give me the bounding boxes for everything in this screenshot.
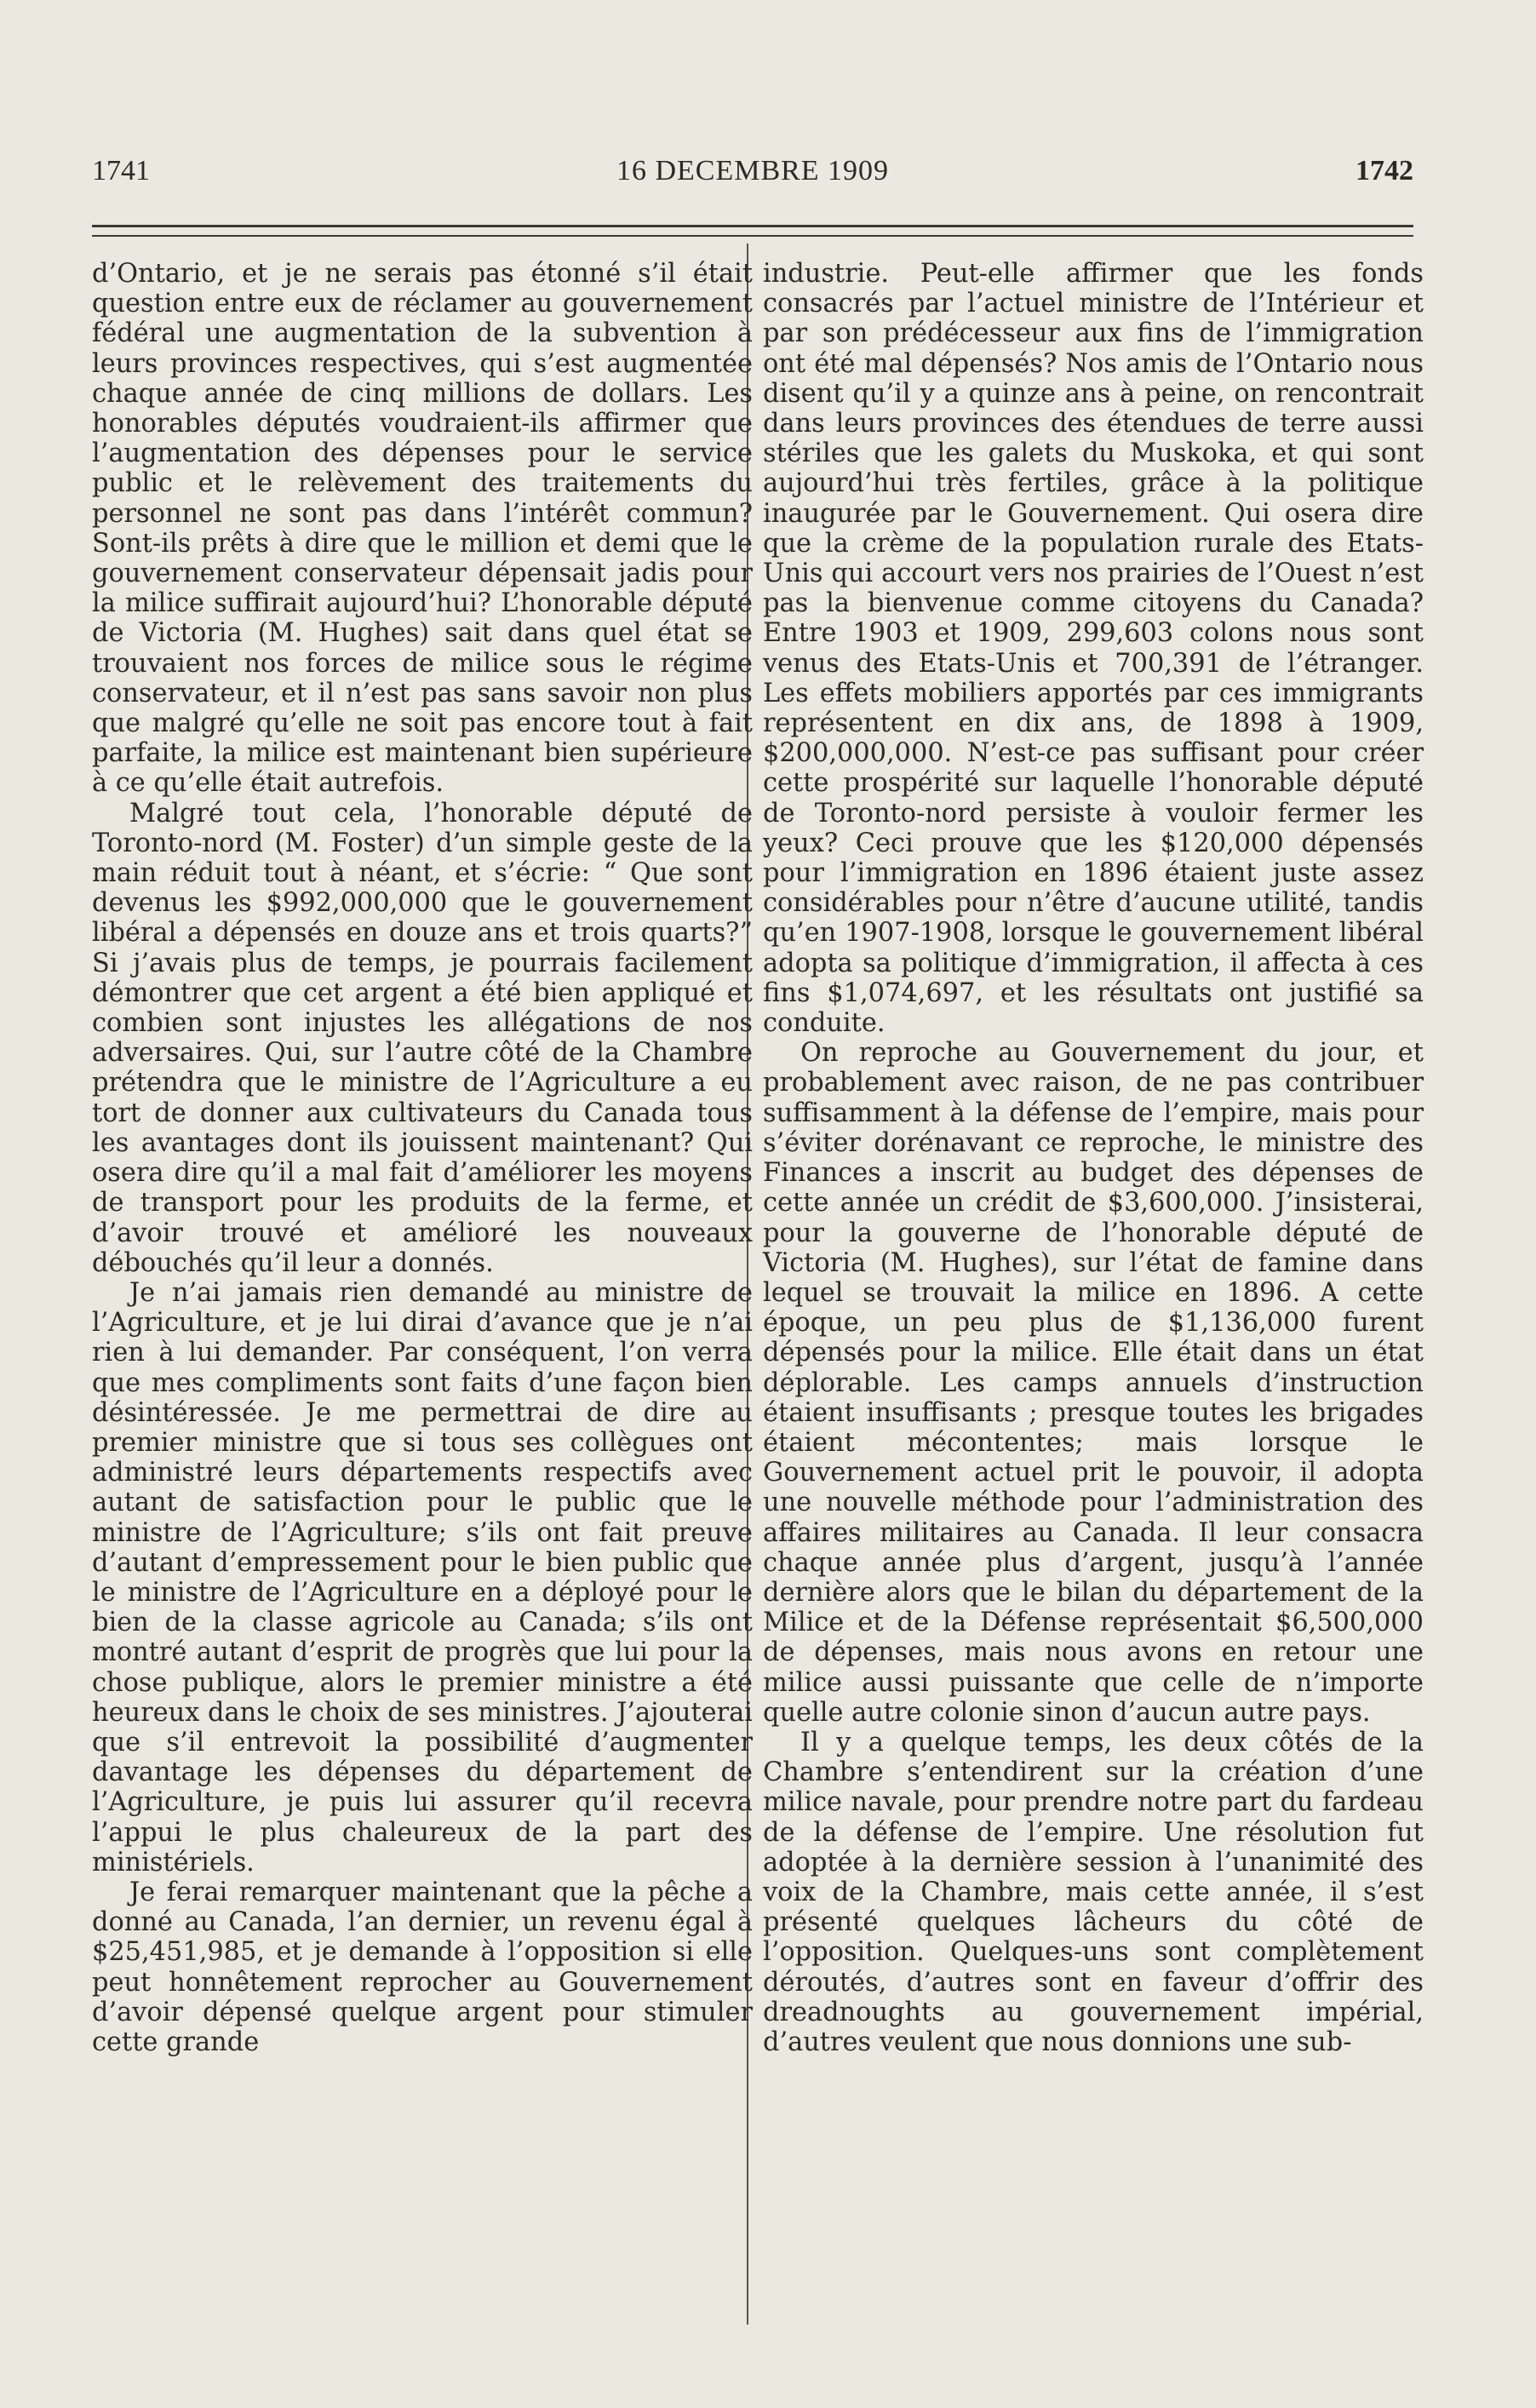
left-paragraph-2: Malgré tout cela, l’honorable député de Toronto-nord (M. Foster) d’un simple geste de la main réduit tout à néant, et s’écrie: “ Que sont devenus les $992,000,000 que le gouvernement libéral a dépensés en douze ans et trois quarts?” Si j’avais plus de temps, je pourrais facilement démontrer que cet argent a été bien appliqué et combien sont injustes les allégations de nos adversaires. Qui, sur l’autre côté de la Chambre prétendra que le ministre de l’Agriculture a eu tort de donner aux cultivateurs du Canada tous les avantages dont ils jouissent maintenant? Qui osera dire qu’il a mal fait d’améliorer les moyens de transport pour les produits de la ferme, et d’avoir trouvé et amélioré les nouveaux débouchés qu’il leur a donnés.	[92, 798, 753, 1278]
page-date: 16 DECEMBRE 1909	[616, 155, 890, 186]
right-paragraph-1: industrie. Peut-elle affirmer que les fonds consacrés par l’actuel ministre de l’Intérieur et par son prédécesseur aux fins de l’immigration ont été mal dépensés? Nos amis de l’Ontario nous disent qu’il y a quinze ans à peine, on rencontrait dans leurs provinces des étendues de terre aussi stériles que les galets du Muskoka, et qui sont aujourd’hui très fertiles, grâce à la politique inaugurée par le Gouvernement. Qui osera dire que la crème de la population rurale des Etats-Unis qui accourt vers nos prairies de l’Ouest n’est pas la bienvenue comme citoyens du Canada? Entre 1903 et 1909, 299,603 colons nous sont venus des Etats-Unis et 700,391 de l’étranger. Les effets mobiliers apportés par ces immigrants représentent en dix ans, de 1898 à 1909, $200,000,000. N’est-ce pas suffisant pour créer cette prospérité sur laquelle l’honorable député de Toronto-nord persiste à vouloir fermer les yeux? Ceci prouve que les $120,000 dépensés pour l’immigration en 1896 étaient juste assez considérables pour n’être d’aucune utilité, tandis qu’en 1907-1908, lorsque le gouvernement libéral adopta sa politique d’immigration, il affecta à ces fins $1,074,697, et les résultats ont justifié sa conduite.	[763, 259, 1424, 1039]
page-number-right: 1742	[1355, 155, 1413, 186]
right-paragraph-3: Il y a quelque temps, les deux côtés de la Chambre s’entendirent sur la création d’une milice navale, pour prendre notre part du fardeau de la défense de l’empire. Une résolution fut adoptée à la dernière session à l’unanimité des voix de la Chambre, mais cette année, il s’est présenté quelques lâcheurs du côté de l’opposition. Quelques-uns sont complètement déroutés, d’autres sont en faveur d’offrir des dreadnoughts au gouvernement impérial, d’autres veulent que nous donnions une sub-	[763, 1727, 1424, 2057]
page-header	[92, 150, 1413, 192]
right-column	[763, 259, 1424, 2057]
left-paragraph-1: d’Ontario, et je ne serais pas étonné s’il était question entre eux de réclamer au gouvernement fédéral une augmentation de la subvention à leurs provinces respectives, qui s’est augmentée chaque année de cinq millions de dollars. Les honorables députés voudraient-ils affirmer que l’augmentation des dépenses pour le service public et le relèvement des traitements du personnel ne sont pas dans l’intérêt commun? Sont-ils prêts à dire que le million et demi que le gouvernement conservateur dépensait jadis pour la milice suffirait aujourd’hui? L’honorable député de Victoria (M. Hughes) sait dans quel état se trouvaient nos forces de milice sous le régime conservateur, et il n’est pas sans savoir non plus que malgré qu’elle ne soit pas encore tout à fait parfaite, la milice est maintenant bien supérieure à ce qu’elle était autrefois.	[92, 259, 753, 799]
header-rule-top	[92, 225, 1413, 227]
left-paragraph-4: Je ferai remarquer maintenant que la pêche a donné au Canada, l’an dernier, un revenu égal à $25,451,985, et je demande à l’opposition si elle peut honnêtement reprocher au Gouvernement d’avoir dépensé quelque argent pour stimuler cette grande	[92, 1877, 753, 2057]
page-number-left: 1741	[92, 155, 150, 186]
header-rule-bottom	[92, 235, 1413, 237]
left-paragraph-3: Je n’ai jamais rien demandé au ministre de l’Agriculture, et je lui dirai d’avance que je n’ai rien à lui demander. Par conséquent, l’on verra que mes compliments sont faits d’une façon bien désintéressée. Je me permettrai de dire au premier ministre que si tous ses collègues ont administré leurs départements respectifs avec autant de satisfaction pour le public que le ministre de l’Agriculture; s’ils ont fait preuve d’autant d’empressement pour le bien public que le ministre de l’Agriculture en a déployé pour le bien de la classe agricole au Canada; s’ils ont montré autant d’esprit de progrès que lui pour la chose publique, alors le premier ministre a été heureux dans le choix de ses ministres. J’ajouterai que s’il entrevoit la possibilité d’augmenter davantage les dépenses du département de l’Agriculture, je puis lui assurer qu’il recevra l’appui le plus chaleureux de la part des ministériels.	[92, 1277, 754, 1878]
right-paragraph-2: On reproche au Gouvernement du jour, et probablement avec raison, de ne pas contribuer suffisamment à la défense de l’empire, mais pour s’éviter dorénavant ce reproche, le ministre des Finances a inscrit au budget des dépenses de cette année un crédit de $3,600,000. J’insisterai, pour la gouverne de l’honorable député de Victoria (M. Hughes), sur l’état de famine dans lequel se trouvait la milice en 1896. A cette époque, un peu plus de $1,136,000 furent dépensés pour la milice. Elle était dans un état déplorable. Les camps annuels d’instruction étaient insuffisants ; presque toutes les brigades étaient mécontentes; mais lorsque le Gouvernement actuel prit le pouvoir, il adopta une nouvelle méthode pour l’administration des affaires militaires au Canada. Il leur consacra chaque année plus d’argent, jusqu’à l’année dernière alors que le bilan du département de la Milice et de la Défense représentait $6,500,000 de dépenses, mais nous avons en retour une milice aussi puissante que celle de n’importe quelle autre colonie sinon d’aucun autre pays.	[763, 1038, 1424, 1728]
left-column	[92, 259, 753, 2057]
